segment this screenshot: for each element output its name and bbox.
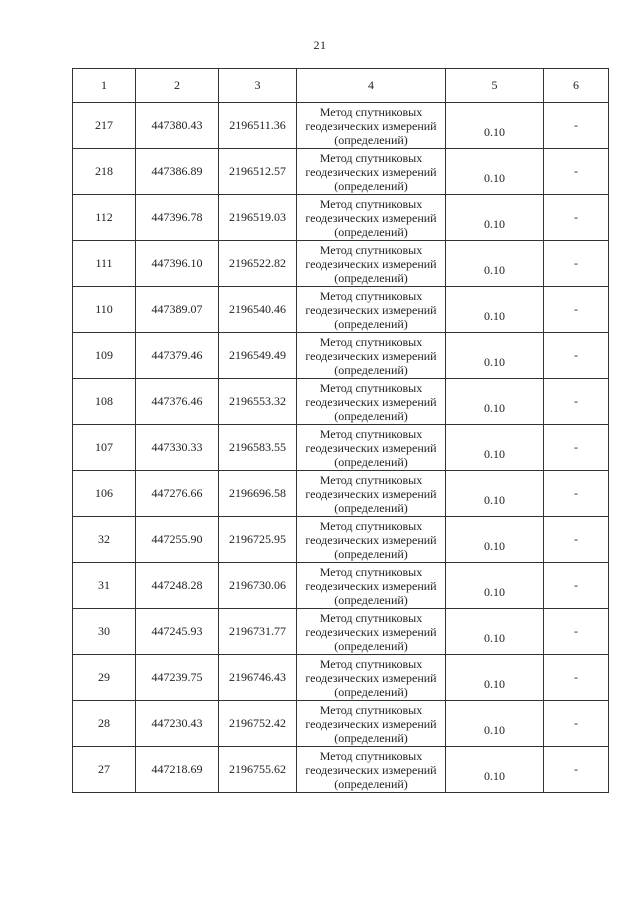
method-line: (определений) — [334, 546, 408, 561]
y-coordinate-cell: 2196746.43 — [219, 655, 297, 701]
accuracy-value: 0.10 — [484, 539, 505, 553]
method-line: (определений) — [334, 592, 408, 607]
note-cell: - — [544, 609, 609, 655]
method-line: геодезических измерений — [305, 256, 437, 271]
y-coordinate-cell: 2196553.32 — [219, 379, 297, 425]
method-line: (определений) — [334, 730, 408, 745]
y-coordinate-cell: 2196755.62 — [219, 747, 297, 793]
header-cell: 2 — [136, 69, 219, 103]
table-header-row — [73, 69, 609, 103]
note-cell: - — [544, 563, 609, 609]
accuracy-value: 0.10 — [484, 401, 505, 415]
method-line: Метод спутниковых — [319, 104, 423, 119]
accuracy-value: 0.10 — [484, 585, 505, 599]
accuracy-cell — [446, 287, 544, 333]
x-coordinate-cell: 447386.89 — [136, 149, 219, 195]
x-coordinate-cell: 447330.33 — [136, 425, 219, 471]
method-line: Метод спутниковых — [319, 426, 423, 441]
note-cell: - — [544, 287, 609, 333]
method-line: геодезических измерений — [305, 394, 437, 409]
method-line: (определений) — [334, 224, 408, 239]
method-cell — [297, 149, 446, 195]
point-number-cell: 218 — [73, 149, 136, 195]
method-line: геодезических измерений — [305, 302, 437, 317]
x-coordinate-cell: 447239.75 — [136, 655, 219, 701]
method-line: (определений) — [334, 178, 408, 193]
table-row — [73, 195, 609, 241]
accuracy-value: 0.10 — [484, 631, 505, 645]
method-cell — [297, 747, 446, 793]
method-line: (определений) — [334, 638, 408, 653]
header-cell: 4 — [297, 69, 446, 103]
method-line: Метод спутниковых — [319, 656, 423, 671]
point-number-cell: 29 — [73, 655, 136, 701]
accuracy-cell — [446, 655, 544, 701]
method-line: Метод спутниковых — [319, 334, 423, 349]
method-line: геодезических измерений — [305, 486, 437, 501]
point-number-cell: 108 — [73, 379, 136, 425]
method-line: Метод спутниковых — [319, 564, 423, 579]
method-cell — [297, 517, 446, 563]
method-cell — [297, 241, 446, 287]
coordinates-table-body — [73, 69, 609, 793]
x-coordinate-cell: 447389.07 — [136, 287, 219, 333]
method-line: Метод спутниковых — [319, 472, 423, 487]
method-line: геодезических измерений — [305, 762, 437, 777]
header-cell: 5 — [446, 69, 544, 103]
table-row — [73, 747, 609, 793]
header-cell: 6 — [544, 69, 609, 103]
method-line: геодезических измерений — [305, 164, 437, 179]
table-row — [73, 701, 609, 747]
method-line: Метод спутниковых — [319, 150, 423, 165]
y-coordinate-cell: 2196540.46 — [219, 287, 297, 333]
y-coordinate-cell: 2196522.82 — [219, 241, 297, 287]
method-line: Метод спутниковых — [319, 242, 423, 257]
y-coordinate-cell: 2196519.03 — [219, 195, 297, 241]
x-coordinate-cell: 447396.78 — [136, 195, 219, 241]
method-line: геодезических измерений — [305, 716, 437, 731]
method-cell — [297, 563, 446, 609]
accuracy-value: 0.10 — [484, 263, 505, 277]
method-line: Метод спутниковых — [319, 518, 423, 533]
table-row — [73, 379, 609, 425]
note-cell: - — [544, 747, 609, 793]
accuracy-value: 0.10 — [484, 493, 505, 507]
y-coordinate-cell: 2196730.06 — [219, 563, 297, 609]
y-coordinate-cell: 2196512.57 — [219, 149, 297, 195]
accuracy-value: 0.10 — [484, 769, 505, 783]
y-coordinate-cell: 2196583.55 — [219, 425, 297, 471]
x-coordinate-cell: 447255.90 — [136, 517, 219, 563]
accuracy-cell — [446, 241, 544, 287]
method-line: (определений) — [334, 270, 408, 285]
accuracy-cell — [446, 747, 544, 793]
method-line: (определений) — [334, 132, 408, 147]
y-coordinate-cell: 2196696.58 — [219, 471, 297, 517]
accuracy-value: 0.10 — [484, 309, 505, 323]
note-cell: - — [544, 379, 609, 425]
note-cell: - — [544, 103, 609, 149]
method-line: геодезических измерений — [305, 118, 437, 133]
method-cell — [297, 701, 446, 747]
method-cell — [297, 609, 446, 655]
point-number-cell: 28 — [73, 701, 136, 747]
point-number-cell: 217 — [73, 103, 136, 149]
method-cell — [297, 333, 446, 379]
note-cell: - — [544, 655, 609, 701]
point-number-cell: 27 — [73, 747, 136, 793]
table-row — [73, 655, 609, 701]
table-row — [73, 241, 609, 287]
accuracy-value: 0.10 — [484, 125, 505, 139]
note-cell: - — [544, 333, 609, 379]
y-coordinate-cell: 2196752.42 — [219, 701, 297, 747]
y-coordinate-cell: 2196511.36 — [219, 103, 297, 149]
method-cell — [297, 379, 446, 425]
table-row — [73, 287, 609, 333]
method-cell — [297, 471, 446, 517]
accuracy-cell — [446, 379, 544, 425]
x-coordinate-cell: 447379.46 — [136, 333, 219, 379]
method-line: Метод спутниковых — [319, 748, 423, 763]
accuracy-cell — [446, 425, 544, 471]
accuracy-value: 0.10 — [484, 723, 505, 737]
method-line: (определений) — [334, 408, 408, 423]
method-line: (определений) — [334, 776, 408, 791]
accuracy-value: 0.10 — [484, 447, 505, 461]
method-cell — [297, 655, 446, 701]
method-cell — [297, 287, 446, 333]
point-number-cell: 32 — [73, 517, 136, 563]
accuracy-cell — [446, 195, 544, 241]
x-coordinate-cell: 447248.28 — [136, 563, 219, 609]
y-coordinate-cell: 2196549.49 — [219, 333, 297, 379]
point-number-cell: 106 — [73, 471, 136, 517]
note-cell: - — [544, 241, 609, 287]
method-cell — [297, 103, 446, 149]
method-line: (определений) — [334, 316, 408, 331]
table-row — [73, 333, 609, 379]
accuracy-cell — [446, 103, 544, 149]
table-row — [73, 425, 609, 471]
table-row — [73, 471, 609, 517]
method-line: (определений) — [334, 500, 408, 515]
x-coordinate-cell: 447218.69 — [136, 747, 219, 793]
method-line: (определений) — [334, 684, 408, 699]
y-coordinate-cell: 2196731.77 — [219, 609, 297, 655]
method-line: (определений) — [334, 362, 408, 377]
method-cell — [297, 425, 446, 471]
accuracy-cell — [446, 609, 544, 655]
note-cell: - — [544, 149, 609, 195]
method-line: геодезических измерений — [305, 210, 437, 225]
accuracy-cell — [446, 333, 544, 379]
method-line: геодезических измерений — [305, 578, 437, 593]
method-line: Метод спутниковых — [319, 702, 423, 717]
table-row — [73, 517, 609, 563]
note-cell: - — [544, 425, 609, 471]
accuracy-cell — [446, 149, 544, 195]
method-line: Метод спутниковых — [319, 196, 423, 211]
y-coordinate-cell: 2196725.95 — [219, 517, 297, 563]
point-number-cell: 109 — [73, 333, 136, 379]
accuracy-value: 0.10 — [484, 677, 505, 691]
header-cell: 1 — [73, 69, 136, 103]
accuracy-value: 0.10 — [484, 355, 505, 369]
x-coordinate-cell: 447380.43 — [136, 103, 219, 149]
point-number-cell: 111 — [73, 241, 136, 287]
accuracy-cell — [446, 701, 544, 747]
accuracy-cell — [446, 471, 544, 517]
point-number-cell: 107 — [73, 425, 136, 471]
table-row — [73, 149, 609, 195]
accuracy-value: 0.10 — [484, 217, 505, 231]
method-line: геодезических измерений — [305, 624, 437, 639]
method-line: геодезических измерений — [305, 670, 437, 685]
note-cell: - — [544, 195, 609, 241]
page-number: 21 — [313, 38, 327, 52]
point-number-cell: 31 — [73, 563, 136, 609]
x-coordinate-cell: 447396.10 — [136, 241, 219, 287]
x-coordinate-cell: 447376.46 — [136, 379, 219, 425]
point-number-cell: 112 — [73, 195, 136, 241]
method-line: (определений) — [334, 454, 408, 469]
method-line: Метод спутниковых — [319, 380, 423, 395]
note-cell: - — [544, 471, 609, 517]
table-row — [73, 103, 609, 149]
header-cell: 3 — [219, 69, 297, 103]
table-row — [73, 563, 609, 609]
method-line: геодезических измерений — [305, 532, 437, 547]
point-number-cell: 110 — [73, 287, 136, 333]
point-number-cell: 30 — [73, 609, 136, 655]
x-coordinate-cell: 447245.93 — [136, 609, 219, 655]
method-line: Метод спутниковых — [319, 288, 423, 303]
method-line: Метод спутниковых — [319, 610, 423, 625]
coordinates-table — [72, 68, 609, 793]
accuracy-value: 0.10 — [484, 171, 505, 185]
x-coordinate-cell: 447230.43 — [136, 701, 219, 747]
method-line: геодезических измерений — [305, 440, 437, 455]
method-line: геодезических измерений — [305, 348, 437, 363]
accuracy-cell — [446, 517, 544, 563]
method-cell — [297, 195, 446, 241]
x-coordinate-cell: 447276.66 — [136, 471, 219, 517]
table-row — [73, 609, 609, 655]
accuracy-cell — [446, 563, 544, 609]
note-cell: - — [544, 701, 609, 747]
note-cell: - — [544, 517, 609, 563]
